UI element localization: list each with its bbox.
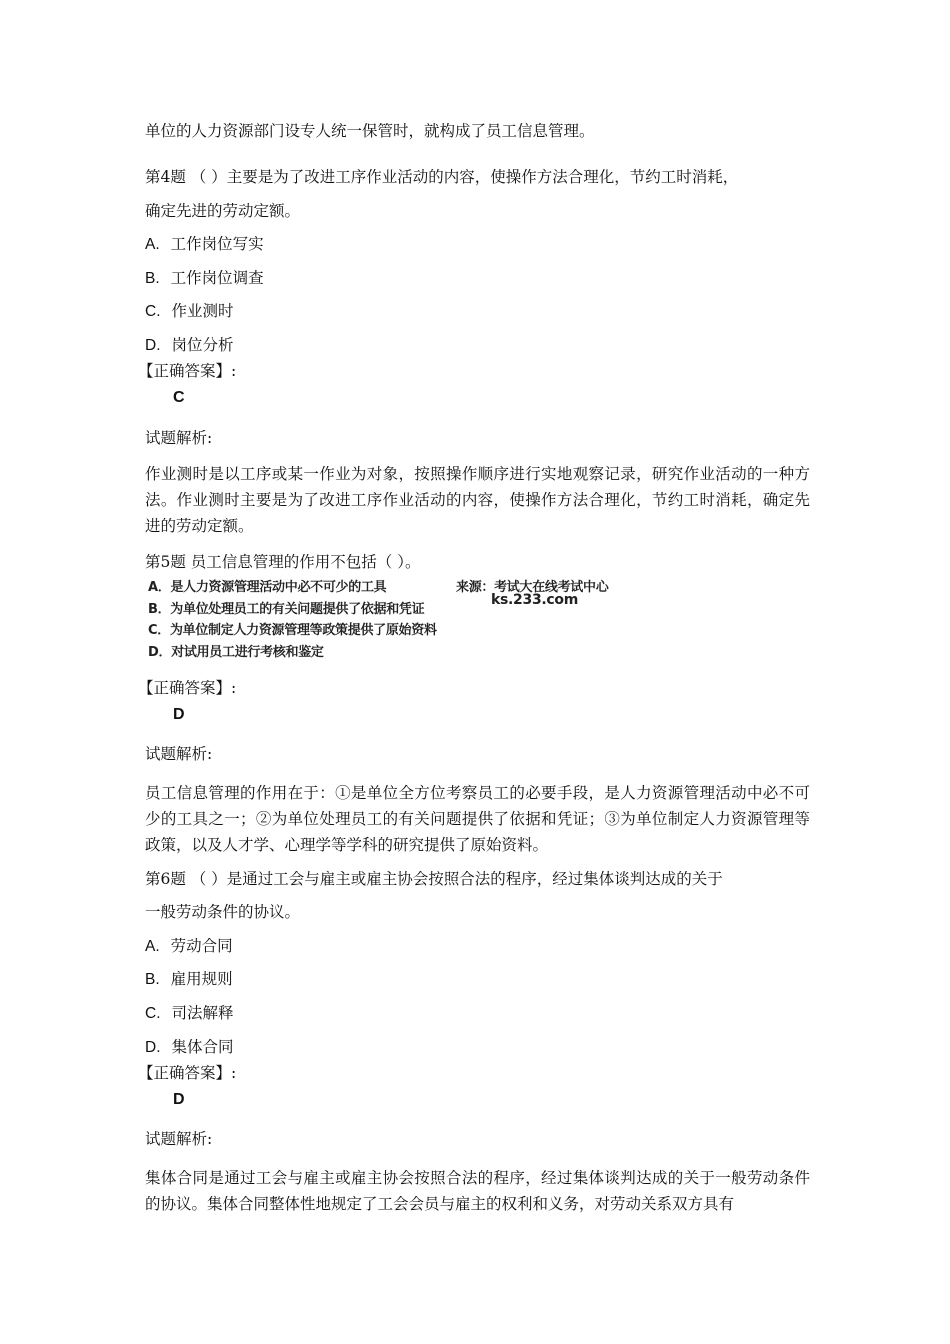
option-text: 工作岗位调查 [170,269,264,287]
q4-stem-line2: 确定先进的劳动定额。 [145,202,301,220]
q6-option-c [145,1003,233,1024]
q5-image-option-a: A．是人力资源管理活动中必不可少的工具 [148,580,387,595]
q6-option-a [145,936,233,957]
q4-answer-value: C [173,389,185,406]
q6-option-b [145,969,233,990]
q5-image-option-c: C．为单位制定人力资源管理等政策提供了原始资料 [148,623,437,638]
watermark-source: 来源：考试大在线考试中心 [456,580,609,595]
q6-answer-value: D [173,1091,185,1108]
q4-analysis-text: 作业测时是以工序或某一作业为对象，按照操作顺序进行实地观察记录，研究作业活动的一种方法。作业测时主要是为了改进工序作业活动的内容，使操作方法合理化，节约工时消耗，确定先进的劳动定额。 [145,465,810,535]
option-letter: C. [145,1005,161,1022]
q6-analysis-text: 集体合同是通过工会与雇主或雇主协会按照合法的程序，经过集体谈判达成的关于一般劳动条件的协议。集体合同整体性地规定了工会会员与雇主的权利和义务，对劳动关系双方具有 [145,1169,810,1213]
q6-option-d [145,1037,233,1058]
option-text: 司法解释 [171,1004,234,1022]
q4-option-a [145,234,264,255]
q6-answer-label: 【正确答案】: [138,1064,237,1082]
q5-answer-label: 【正确答案】: [138,679,237,697]
q6-analysis-label: 试题解析: [145,1130,213,1148]
option-letter: D. [145,337,161,354]
option-text: 作业测时 [171,302,234,320]
q4-stem-line1: 第4题 （ ）主要是为了改进工序作业活动的内容，使操作方法合理化，节约工时消耗， [145,168,739,186]
q5-analysis-text: 员工信息管理的作用在于：①是单位全方位考察员工的必要手段，是人力资源管理活动中必不可少的工具之一；②为单位处理员工的有关问题提供了依据和凭证；③为单位制定人力资源管理等政策，以及人才学、心理学等学科的研究提供了原始资料。 [145,784,810,854]
intro-line: 单位的人力资源部门设专人统一保管时，就构成了员工信息管理。 [145,122,595,140]
option-text: 劳动合同 [170,937,233,955]
option-text: 集体合同 [171,1038,234,1056]
q6-stem-line2: 一般劳动条件的协议。 [145,903,301,921]
option-letter: A. [145,938,160,955]
q5-answer-value: D [173,706,185,723]
q5-image-option-b: B．为单位处理员工的有关问题提供了依据和凭证 [148,602,425,617]
option-text: 雇用规则 [170,970,233,988]
q5-analysis-label: 试题解析: [145,745,213,763]
watermark-site: ks.233.com [491,592,579,608]
q5-stem-line1: 第5题 员工信息管理的作用不包括（ ）。 [145,553,421,571]
q4-option-c [145,301,233,322]
option-letter: C. [145,303,161,320]
option-letter: B. [145,270,160,287]
option-letter: D. [145,1039,161,1056]
option-letter: A. [145,236,160,253]
q4-answer-label: 【正确答案】: [138,362,237,380]
option-letter: B. [145,971,160,988]
q4-option-d [145,335,233,356]
q4-analysis-label: 试题解析: [145,429,213,447]
q4-option-b [145,268,264,289]
q5-options-image [148,576,668,662]
q5-image-option-d: D．对试用员工进行考核和鉴定 [148,645,324,660]
option-text: 岗位分析 [171,336,234,354]
option-text: 工作岗位写实 [170,235,264,253]
q6-stem-line1: 第6题 （ ）是通过工会与雇主或雇主协会按照合法的程序，经过集体谈判达成的关于 [145,870,723,888]
